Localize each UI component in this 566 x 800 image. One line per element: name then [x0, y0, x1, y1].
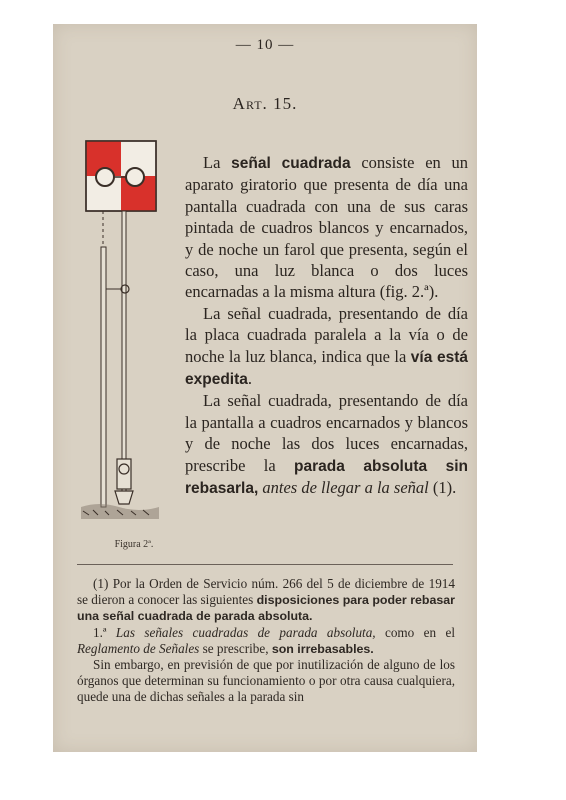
italic-text: Las señales cuadradas de parada absoluta,: [115, 624, 376, 640]
figure-caption: Figura 2ª.: [114, 539, 154, 550]
text: .: [247, 369, 253, 389]
text: Sin embargo, en previsión de que por inutilización de alguno de los órganos que determinan su funcionamiento o por otra causa cualquiera, quede una de dichas señales a la parada sin: [77, 657, 455, 705]
text: La: [203, 153, 232, 172]
text: 1.ª: [93, 624, 116, 640]
footnote: [77, 576, 455, 706]
article-heading: [53, 94, 477, 114]
text: (1).: [428, 478, 457, 498]
bold-term: parada absoluta sin rebasarla,: [185, 457, 468, 498]
bold-term: vía está expedita: [185, 348, 468, 389]
book-page: [53, 24, 477, 752]
footnote-paragraph: [77, 576, 455, 625]
text: La señal cuadrada, presentando de día la placa cuadrada paralela a la vía o de noche la luz blanca, indica que la: [185, 303, 468, 366]
footnote-paragraph: [77, 625, 455, 657]
text: como en el: [375, 624, 455, 640]
article-body: [185, 152, 468, 500]
footnote-paragraph: [77, 657, 455, 706]
bold-term: son irrebasables.: [271, 641, 374, 656]
article-prefix: Art.: [232, 94, 268, 113]
italic-text: antes de llegar a la señal: [262, 478, 429, 498]
text: consiste en un aparato giratorio que presenta de día una pantalla cuadrada con una de sus caras pintada de cuadros blancos y encarnados, y de noche un farol que presenta, según el caso, una luz blanca o dos luces encarnadas a la misma altura (fig. 2.ª).: [185, 153, 469, 302]
square-signal-figure: [79, 139, 169, 550]
paragraph: [185, 390, 468, 499]
paragraph: [185, 303, 468, 391]
text: (1) Por la Orden de Servicio núm. 266 del 5 de diciembre de 1914 se dieron a conocer las siguientes: [77, 576, 455, 608]
page-number: — 10 —: [235, 37, 295, 53]
italic-text: Reglamento de Señales: [77, 640, 200, 656]
text: La señal cuadrada, presentando de día la pantalla a cuadros encarnados y blancos y de noche las dos luces encarnadas, prescribe la: [185, 391, 468, 475]
square-signal-illustration: [79, 139, 169, 534]
text: se prescribe,: [199, 640, 272, 656]
footnote-rule: [77, 564, 453, 565]
paragraph: [185, 152, 468, 303]
bold-term: señal cuadrada: [231, 155, 351, 172]
bold-term: disposiciones para poder rebasar una señal cuadrada de parada absoluta.: [77, 593, 455, 624]
article-number: 15.: [273, 94, 298, 113]
